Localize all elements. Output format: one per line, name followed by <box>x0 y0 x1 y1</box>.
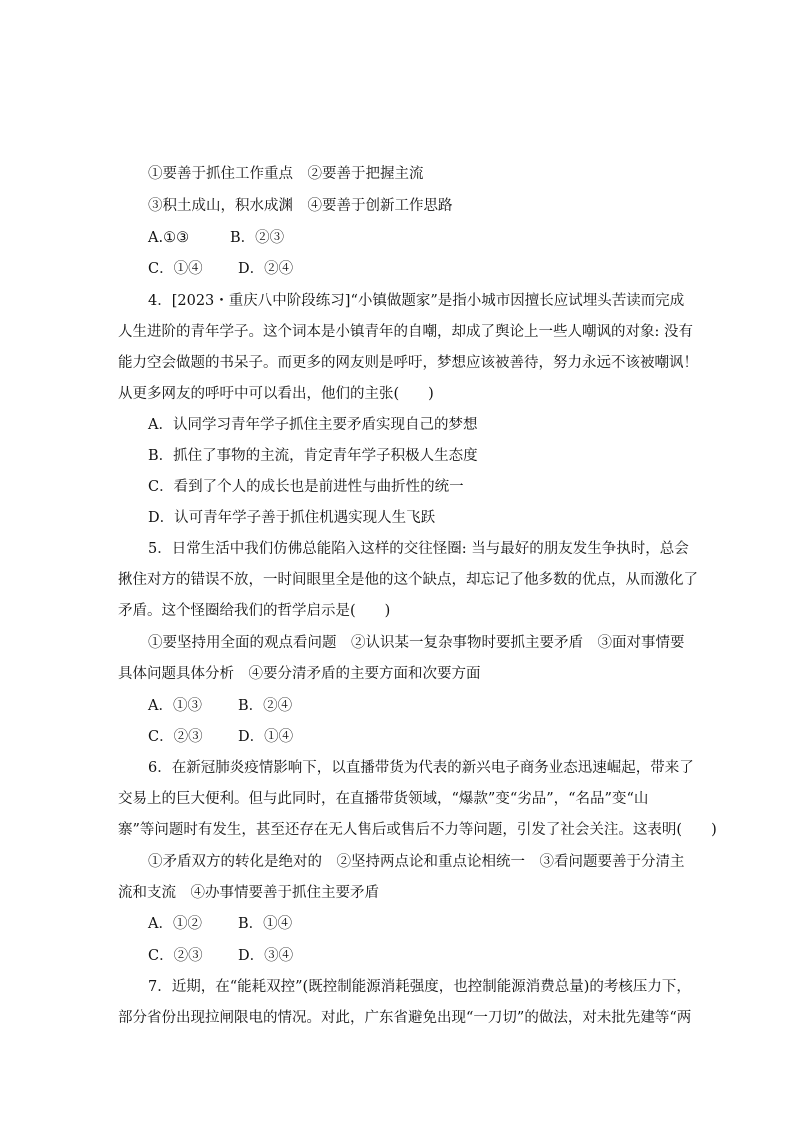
q7-stem-line-1: 7．近期，在“能耗双控”(既控制能源消耗强度，也控制能源消费总量)的考核压力下， <box>148 979 691 995</box>
q5-option-d: D．①④ <box>238 729 294 745</box>
q6-statements-line-2: 流和支流 ④办事情要善于抓住主要矛盾 <box>118 885 379 901</box>
q3-statements-line-1: ①要善于抓住工作重点 ②要善于把握主流 <box>148 166 424 182</box>
q3-option-d: D．②④ <box>238 261 294 277</box>
q6-stem-line-1: 6．在新冠肺炎疫情影响下，以直播带货为代表的新兴电子商务业态迅速崛起，带来了 <box>148 760 694 776</box>
q5-option-b: B．②④ <box>238 698 293 714</box>
q6-stem-line-3: 寨”等问题时有发生，甚至还存在无人售后或售后不力等问题，引发了社会关注。这表明( ) <box>118 822 717 838</box>
q5-stem-line-3: 矛盾。这个怪圈给我们的哲学启示是( ) <box>118 603 391 619</box>
q4-stem-line-2: 人生进阶的青年学子。这个词本是小镇青年的自嘲，却成了舆论上一些人嘲讽的对象: 没有 <box>118 324 693 340</box>
q3-options-row-2 <box>0 259 794 279</box>
q3-statements-line-2: ③积土成山，积水成渊 ④要善于创新工作思路 <box>148 198 453 214</box>
q4-choice-a: A．认同学习青年学子抓住主要矛盾实现自己的梦想 <box>148 417 478 433</box>
q6-option-a: A．①② <box>148 916 202 932</box>
q6-options-row-2 <box>0 946 794 966</box>
q6-options-row-1 <box>0 914 794 934</box>
q5-option-a: A．①③ <box>148 698 202 714</box>
q5-stem-line-1: 5．日常生活中我们仿佛总能陷入这样的交往怪圈: 当与最好的朋友发生争执时，总会 <box>148 541 689 557</box>
q5-statements-line-2: 具体问题具体分析 ④要分清矛盾的主要方面和次要方面 <box>118 666 481 682</box>
q4-stem-line-3: 能力空会做题的书呆子。而更多的网友则是呼吁，梦想应该被善待，努力永远不该被嘲讽！ <box>118 355 698 371</box>
q4-stem-line-1: 4．[2023・重庆八中阶段练习]“小镇做题家”是指小城市因擅长应试埋头苦读而完成 <box>148 293 685 309</box>
q6-option-c: C．②③ <box>148 948 203 964</box>
q3-option-c: C．①④ <box>148 261 203 277</box>
q3-options-row-1 <box>0 228 794 248</box>
q6-statements-line-1: ①矛盾双方的转化是绝对的 ②坚持两点论和重点论相统一 ③看问题要善于分清主 <box>148 854 685 870</box>
q6-option-d: D．③④ <box>238 948 294 964</box>
q4-stem-line-4: 从更多网友的呼吁中可以看出，他们的主张( ) <box>118 386 434 402</box>
q5-option-c: C．②③ <box>148 729 203 745</box>
q4-choice-d: D．认可青年学子善于抓住机遇实现人生飞跃 <box>148 510 436 526</box>
q5-stem-line-2: 揪住对方的错误不放，一时间眼里全是他的这个缺点，却忘记了他多数的优点，从而激化了 <box>118 572 698 588</box>
q3-option-a: A.①③ <box>148 230 190 246</box>
q6-stem-line-2: 交易上的巨大便利。但与此同时，在直播带货领域，“爆款”变“劣品”，“名品”变“山 <box>118 791 649 807</box>
q3-option-b: B．②③ <box>230 230 285 246</box>
q5-statements-line-1: ①要坚持用全面的观点看问题 ②认识某一复杂事物时要抓主要矛盾 ③面对事情要 <box>148 635 685 651</box>
q7-stem-line-2: 部分省份出现拉闸限电的情况。对此，广东省避免出现“一刀切”的做法，对未批先建等“两 <box>118 1010 692 1026</box>
q5-options-row-2 <box>0 727 794 747</box>
q4-choice-b: B．抓住了事物的主流，肯定青年学子积极人生态度 <box>148 448 478 464</box>
q6-option-b: B．①④ <box>238 916 293 932</box>
q4-choice-c: C．看到了个人的成长也是前进性与曲折性的统一 <box>148 479 464 495</box>
q5-options-row-1 <box>0 696 794 716</box>
